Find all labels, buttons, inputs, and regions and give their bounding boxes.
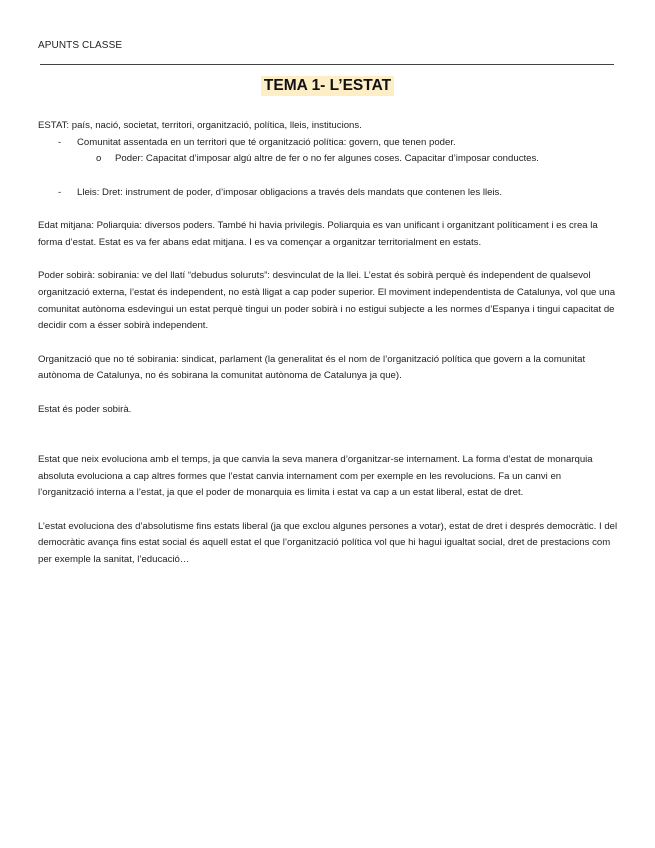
spacer xyxy=(38,168,618,185)
page-title: TEMA 1- L’ESTAT xyxy=(261,76,394,96)
list-subitem xyxy=(38,151,618,168)
paragraph-edat-mitjana: Edat mitjana: Poliarquia: diversos poders. També hi havia privilegis. Poliarquia es van unificant i organitzant políticament i es crea la forma d’estat. Estat es va fer abans edat mitjana. I es va començar a organitzar territorialment en estats. xyxy=(38,220,598,248)
dash-bullet: - xyxy=(58,186,62,198)
list-item-text: Lleis: Dret: instrument de poder, d’imposar obligacions a través dels mandats que contenen les lleis. xyxy=(77,186,503,198)
dash-bullet: - xyxy=(58,136,62,148)
list-subitem-text: Poder: Capacitat d’imposar algú altre de fer o no fer algunes coses. Capacitar d’imposar conductes. xyxy=(115,153,539,165)
paragraph-estat-intro: ESTAT: país, nació, societat, territori, organització, política, lleis, institucions. xyxy=(38,120,362,131)
spacer xyxy=(38,502,618,519)
list-item xyxy=(38,185,618,202)
document-body xyxy=(38,118,618,569)
paragraph-evoluciona: Estat que neix evoluciona amb el temps, ja que canvia la seva manera d’organitzar-se internament. La forma d’estat de monarquia absoluta evoluciona a cap altres formes que l’estat canvia internament com per exemple en les revolucions. Fa un canvi en l’organització interna a l’estat, ja que el poder de monarquia es limita i estat va cap a un estat liberal, estat de dret. xyxy=(38,453,593,499)
spacer xyxy=(38,435,618,452)
spacer xyxy=(38,252,618,269)
list-item-text: Comunitat assentada en un territori que té organització política: govern, que tenen poder. xyxy=(77,136,456,148)
circle-bullet: o xyxy=(96,153,102,165)
paragraph-organitzacio: Organització que no té sobirania: sindicat, parlament (la generalitat és el nom de l’organització política que govern a la comunitat autònoma de Catalunya, no és sobirana la comunitat autònoma de Catalunya ja que). xyxy=(38,353,586,382)
spacer xyxy=(38,335,618,352)
title-container xyxy=(0,76,655,96)
spacer xyxy=(38,202,618,219)
list-item xyxy=(38,135,618,152)
header-divider xyxy=(40,64,614,65)
spacer xyxy=(38,419,618,436)
spacer xyxy=(38,385,618,402)
paragraph-estat-sobira: Estat és poder sobirà. xyxy=(38,403,132,415)
paragraph-poder-sobira: Poder sobirà: sobirania: ve del llatí “debudus soluruts”: desvinculat de la llei. L’estat és sobirà perquè és independent de qualsevol organització externa, l’estat és independent, no està lligat a cap poder superior. El moviment independentista de Catalunya, vol que una comunitat autònoma esdevingui un estat perquè tingui un poder sobirà i no estigui subjecte a les normes d’Espanya i tingui capacitat de decidir com a ésser sobirà independent. xyxy=(38,270,616,332)
document-header: APUNTS CLASSE xyxy=(38,40,123,51)
paragraph-absolutisme: L’estat evoluciona des d’absolutisme fins estats liberal (ja que exclou algunes persones a votar), estat de dret i després democràtic. I del democràtic avança fins estat social és aquell estat el que l’organització política vol que hi hagui igualtat social, dret de prestacions com per exemple la sanitat, l’educació… xyxy=(38,520,618,566)
